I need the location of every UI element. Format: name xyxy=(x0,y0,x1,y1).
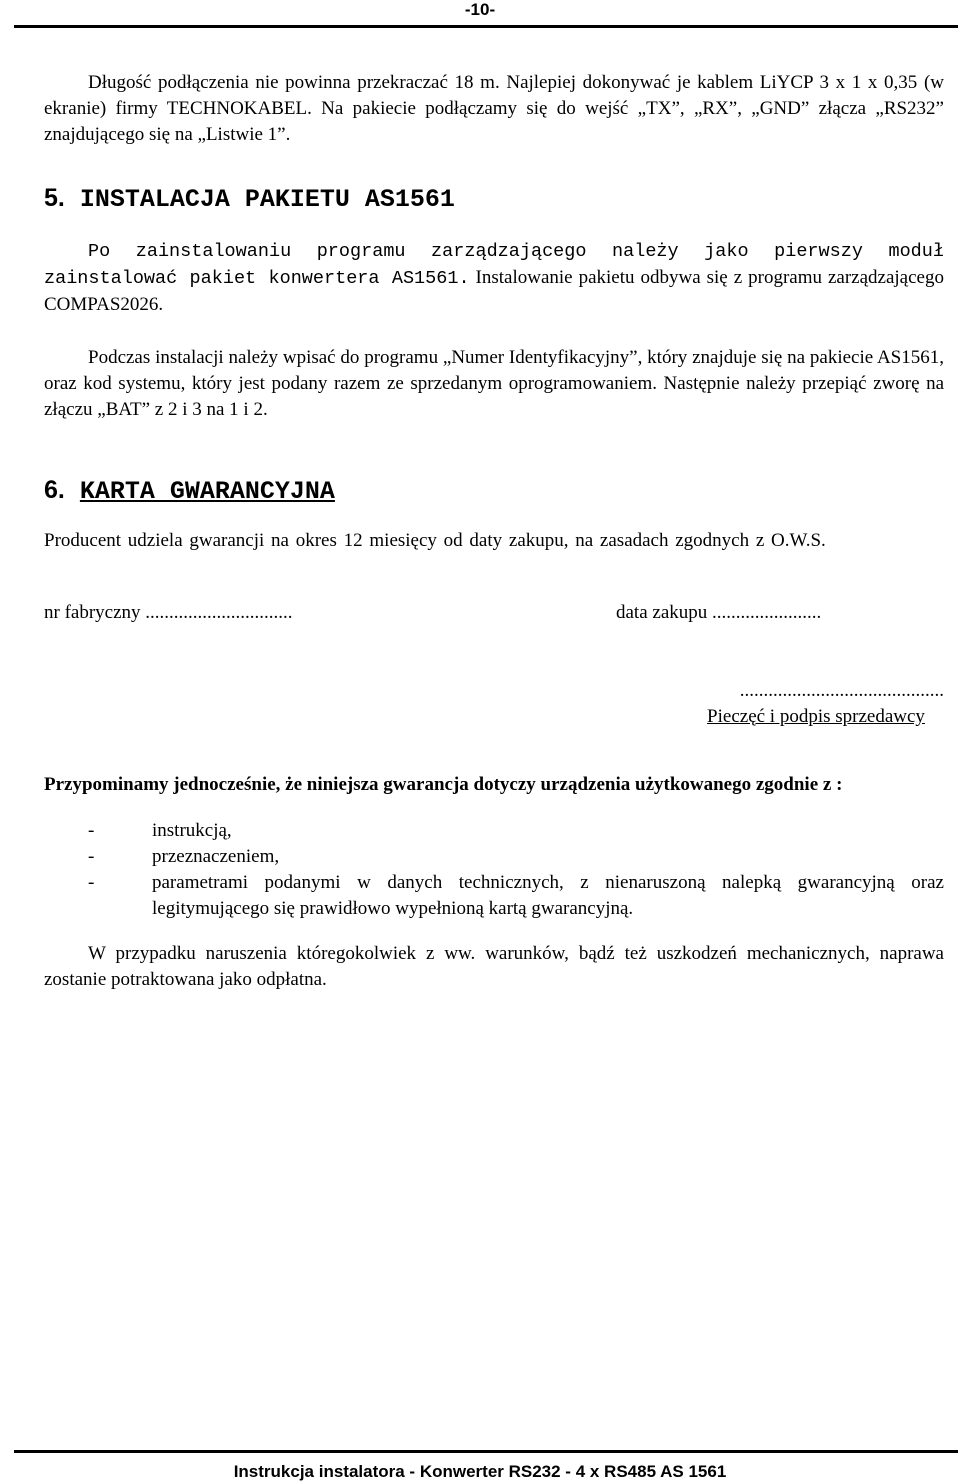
section-5-paragraph-1 xyxy=(44,238,944,318)
section-5-heading xyxy=(44,183,455,215)
section-5-paragraph-2: Podczas instalacji należy wpisać do programu „Numer Identyfikacyjny”, który znajduje się na pakiecie AS1561, oraz kod systemu, który jest podany razem ze sprzedanym oprogramowaniem. Następnie należy przepiąć zworę na złączu „BAT” z 2 i 3 na 1 i 2. xyxy=(44,347,944,420)
list-item xyxy=(44,870,944,922)
intro-paragraph: Długość podłączenia nie powinna przekraczać 18 m. Najlepiej dokonywać je kablem LiYCP 3 x 1 x 0,35 (w ekranie) firmy TECHNOKABEL. Na pakiecie podłączamy się do wejść „TX”, „RX”, „GND” złącza „RS232” znajdującego się na „Listwie 1”. xyxy=(44,72,944,145)
list-bullet: - xyxy=(88,820,95,841)
signature-label: Pieczęć i podpis sprzedawcy xyxy=(707,706,925,727)
warranty-violation-paragraph: W przypadku naruszenia któregokolwiek z ww. warunków, bądź też uszkodzeń mechanicznych, naprawa zostanie potraktowana jako odpłatna. xyxy=(44,943,944,990)
section-5-paragraph-1-serif: Instalowanie pakietu odbywa się z programu zarządzającego COMPAS2026. xyxy=(44,267,944,315)
warranty-statement: Producent udziela gwarancji na okres 12 miesięcy od daty zakupu, na zasadach zgodnych z O.W.S. xyxy=(44,530,826,551)
section-6-title: KARTA GWARANCYJNA xyxy=(79,477,335,506)
section-6-heading xyxy=(44,475,335,507)
seller-signature-block xyxy=(688,678,944,730)
list-item-text: parametrami podanymi w danych technicznych, z nienaruszoną nalepką gwarancyjną oraz legitymującego się prawidłowo wypełnioną kartą gwarancyjną. xyxy=(152,872,944,919)
serial-number-field: nr fabryczny ............................... xyxy=(44,602,293,623)
footer-rule xyxy=(14,1450,958,1453)
section-6-number: 6. xyxy=(44,476,65,504)
list-bullet: - xyxy=(88,872,95,893)
warranty-conditions-list xyxy=(44,818,944,922)
list-item-text: instrukcją, xyxy=(152,820,232,841)
list-bullet: - xyxy=(88,846,95,867)
footer-title: Instrukcja instalatora - Konwerter RS232 - 4 x RS485 AS 1561 xyxy=(233,1462,727,1481)
list-item xyxy=(44,844,944,870)
section-5-title: INSTALACJA PAKIETU AS1561 xyxy=(79,185,455,214)
page-number: -10- xyxy=(464,0,496,19)
list-item-text: przeznaczeniem, xyxy=(152,846,280,867)
section-5-paragraph-1-mono: Po zainstalowaniu programu zarządzającego należy jako pierwszy moduł zainstalować pakiet konwertera AS1561. xyxy=(44,241,944,289)
purchase-date-field: data zakupu ....................... xyxy=(616,602,822,623)
signature-line: ........................................... xyxy=(739,680,944,701)
header-rule xyxy=(14,25,958,28)
warranty-reminder: Przypominamy jednocześnie, że niniejsza gwarancja dotyczy urządzenia użytkowanego zgodnie z : xyxy=(44,774,843,795)
list-item xyxy=(44,818,944,844)
section-5-number: 5. xyxy=(44,184,65,212)
